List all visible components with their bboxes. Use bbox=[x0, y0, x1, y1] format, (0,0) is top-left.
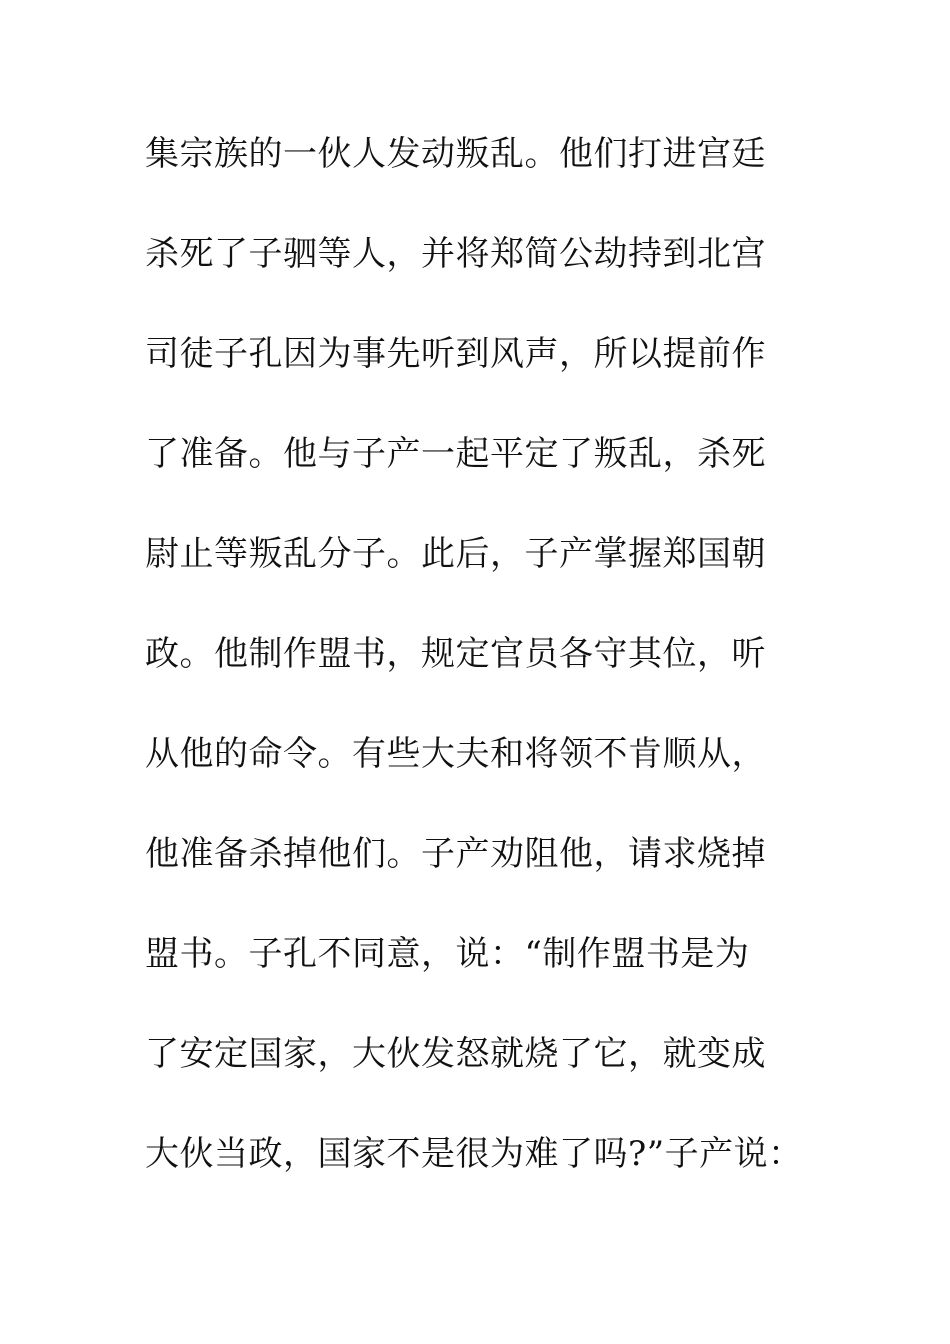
text-line: 尉止等叛乱分子。此后，子产掌握郑国朝 bbox=[145, 534, 766, 574]
text-line: 从他的命令。有些大夫和将领不肯顺从， bbox=[145, 734, 766, 774]
text-line: 杀死了子驷等人，并将郑简公劫持到北宫 bbox=[145, 234, 766, 274]
text-line: 政。他制作盟书，规定官员各守其位，听 bbox=[145, 634, 766, 674]
text-line: 集宗族的一伙人发动叛乱。他们打进宫廷 bbox=[145, 134, 766, 174]
text-line: 了准备。他与子产一起平定了叛乱，杀死 bbox=[145, 434, 766, 474]
text-line: 了安定国家，大伙发怒就烧了它，就变成 bbox=[145, 1034, 766, 1074]
text-line: 司徒子孔因为事先听到风声，所以提前作 bbox=[145, 334, 766, 374]
body-text bbox=[145, 128, 845, 1228]
text-line: 大伙当政，国家不是很为难了吗?”子产说： bbox=[145, 1134, 803, 1174]
text-line: 盟书。子孔不同意，说：“制作盟书是为 bbox=[145, 934, 750, 974]
text-line: 他准备杀掉他们。子产劝阻他，请求烧掉 bbox=[145, 834, 766, 874]
